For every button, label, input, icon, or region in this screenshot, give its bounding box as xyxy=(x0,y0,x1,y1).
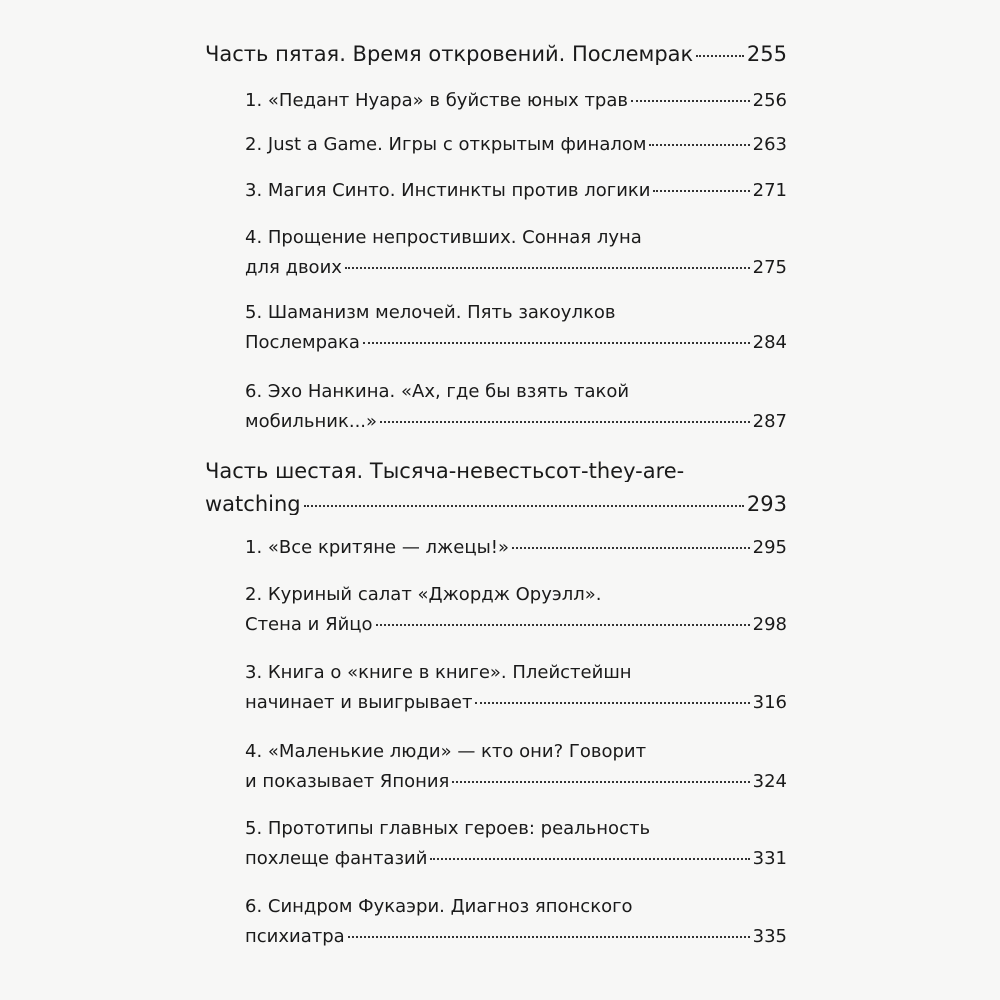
chapter-title-line1: 5. Прототипы главных героев: реальность xyxy=(245,820,651,838)
dot-leader xyxy=(430,858,749,860)
page-number: 295 xyxy=(752,537,787,558)
chapter-title-line1: 2. Куриный салат «Джордж Оруэлл». xyxy=(245,586,602,604)
dot-leader xyxy=(363,342,750,344)
chapter-title-line2: Послемрака xyxy=(245,334,360,352)
toc-chapter xyxy=(245,92,787,110)
dot-leader xyxy=(345,267,750,269)
page-number: 284 xyxy=(752,332,787,353)
page-number: 271 xyxy=(752,180,787,201)
chapter-title-line2: и показывает Япония xyxy=(245,773,450,791)
page-number: 331 xyxy=(752,848,787,869)
page-number: 287 xyxy=(752,411,787,432)
page-number: 293 xyxy=(746,492,787,516)
page-number: 255 xyxy=(746,42,787,66)
dot-leader xyxy=(649,144,749,146)
page-number: 335 xyxy=(752,926,787,947)
dot-leader xyxy=(512,547,750,549)
chapter-title-line1: 4. Прощение непростивших. Сонная луна xyxy=(245,229,642,247)
chapter-title-line2: похлеще фантазий xyxy=(245,850,428,868)
part-title-line1: Часть шестая. Тысяча-невестьсот-they-are- xyxy=(205,461,685,482)
chapter-title-line2: начинает и выигрывает xyxy=(245,694,473,712)
toc-chapter xyxy=(245,304,787,352)
toc-chapter xyxy=(245,898,787,946)
chapter-title-line1: 6. Эхо Нанкина. «Ах, где бы взять такой xyxy=(245,383,630,401)
dot-leader xyxy=(380,421,750,423)
page-number: 275 xyxy=(752,257,787,278)
dot-leader xyxy=(376,624,750,626)
dot-leader xyxy=(304,505,744,507)
toc-chapter xyxy=(245,820,787,868)
chapter-title: 1. «Педант Нуара» в буйстве юных трав xyxy=(245,92,629,110)
toc-chapter xyxy=(245,136,787,154)
chapter-title-line1: 4. «Маленькие люди» — кто они? Говорит xyxy=(245,743,647,761)
chapter-title-line2: для двоих xyxy=(245,259,342,277)
chapter-title: 1. «Все критяне — лжецы!» xyxy=(245,539,510,557)
toc-chapter xyxy=(245,229,787,277)
dot-leader xyxy=(653,190,749,192)
page-number: 256 xyxy=(752,90,787,111)
toc-chapter xyxy=(245,586,787,634)
chapter-title: 3. Магия Синто. Инстинкты против логики xyxy=(245,182,651,200)
page-number: 298 xyxy=(752,614,787,635)
part-title: Часть пятая. Время откровений. Послемрак xyxy=(205,44,694,65)
chapter-title-line2: мобильник...» xyxy=(245,413,378,431)
chapter-title: 2. Just a Game. Игры с открытым финалом xyxy=(245,136,647,154)
dot-leader xyxy=(696,55,744,57)
chapter-title-line1: 5. Шаманизм мелочей. Пять закоулков xyxy=(245,304,616,322)
toc-chapter xyxy=(245,383,787,431)
toc-chapter xyxy=(245,664,787,712)
dot-leader xyxy=(475,702,749,704)
chapter-title-line2: Стена и Яйцо xyxy=(245,616,373,634)
chapter-title-line1: 6. Синдром Фукаэри. Диагноз японского xyxy=(245,898,633,916)
page-number: 316 xyxy=(752,692,787,713)
dot-leader xyxy=(348,936,750,938)
dot-leader xyxy=(631,100,750,102)
part-title-line2: watching xyxy=(205,494,301,515)
chapter-title-line2: психиатра xyxy=(245,928,345,946)
page-number: 263 xyxy=(752,134,787,155)
toc-part-6 xyxy=(205,461,787,515)
toc-part-5 xyxy=(205,44,787,65)
dot-leader xyxy=(452,781,749,783)
toc-chapter xyxy=(245,182,787,200)
toc-chapter xyxy=(245,743,787,791)
chapter-title-line1: 3. Книга о «книге в книге». Плейстейшн xyxy=(245,664,632,682)
toc-chapter xyxy=(245,539,787,557)
page-number: 324 xyxy=(752,771,787,792)
